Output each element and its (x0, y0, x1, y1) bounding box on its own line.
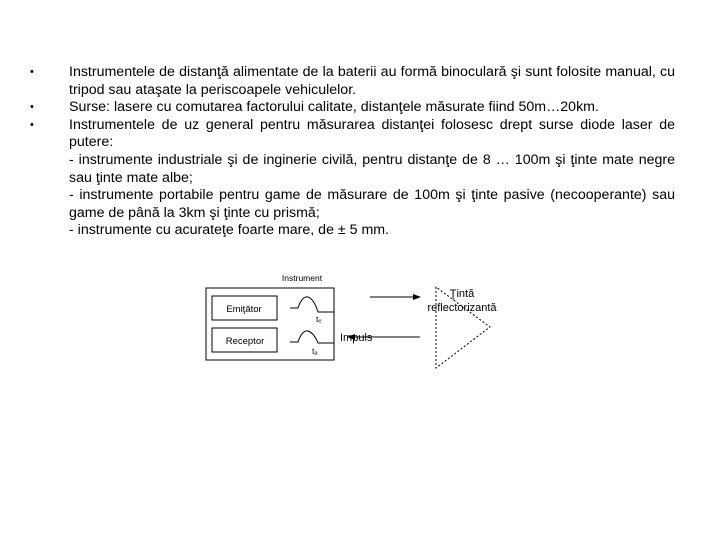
impulse-label: Impuls (340, 332, 373, 344)
receiver-label: Receptor (225, 336, 265, 347)
bullet-marker: • (30, 118, 34, 131)
emitter-label: Emiţător (226, 304, 262, 315)
instrument-label: Instrument (281, 273, 323, 283)
bullet-marker: • (30, 101, 34, 114)
bullet-text: Instrumentele de distanţă alimentate de la baterii au formă binoculară şi sunt folosite manual, cu tripod sau ataşate la periscoapele vehiculelor. (69, 64, 675, 98)
sub-item-1: - instrumente industriale şi de inginerie civilă, pentru distanţe de 8 … 100m şi ţinte mate negre sau ţinte mate albe; (69, 151, 675, 186)
sub-item-3: - instrumente cu acurateţe foarte mare, de ± 5 mm. (69, 222, 390, 239)
received-pulse-waveform (290, 331, 334, 343)
target-label-line2: reflectorizantă (427, 302, 497, 314)
t-receive-label: tₐ (312, 346, 318, 356)
bullet-text: Surse: lasere cu comutarea factorului calitate, distanţele măsurate fiind 50m…20km. (69, 99, 599, 116)
bullet-marker: • (30, 66, 34, 78)
t-emit-label: tₑ (316, 314, 322, 324)
sub-item-2: - instrumente portabile pentru game de măsurare de 100m şi ţinte pasive (necooperante) sau game de până la 3km şi ţinte cu prismă; (69, 187, 675, 221)
target-label-line1: Ţintă (449, 288, 475, 300)
emitted-pulse-waveform (290, 297, 334, 312)
bullet-text: Instrumentele de uz general pentru măsurarea distanţei folosesc drept surse diode laser de putere: (69, 116, 675, 151)
